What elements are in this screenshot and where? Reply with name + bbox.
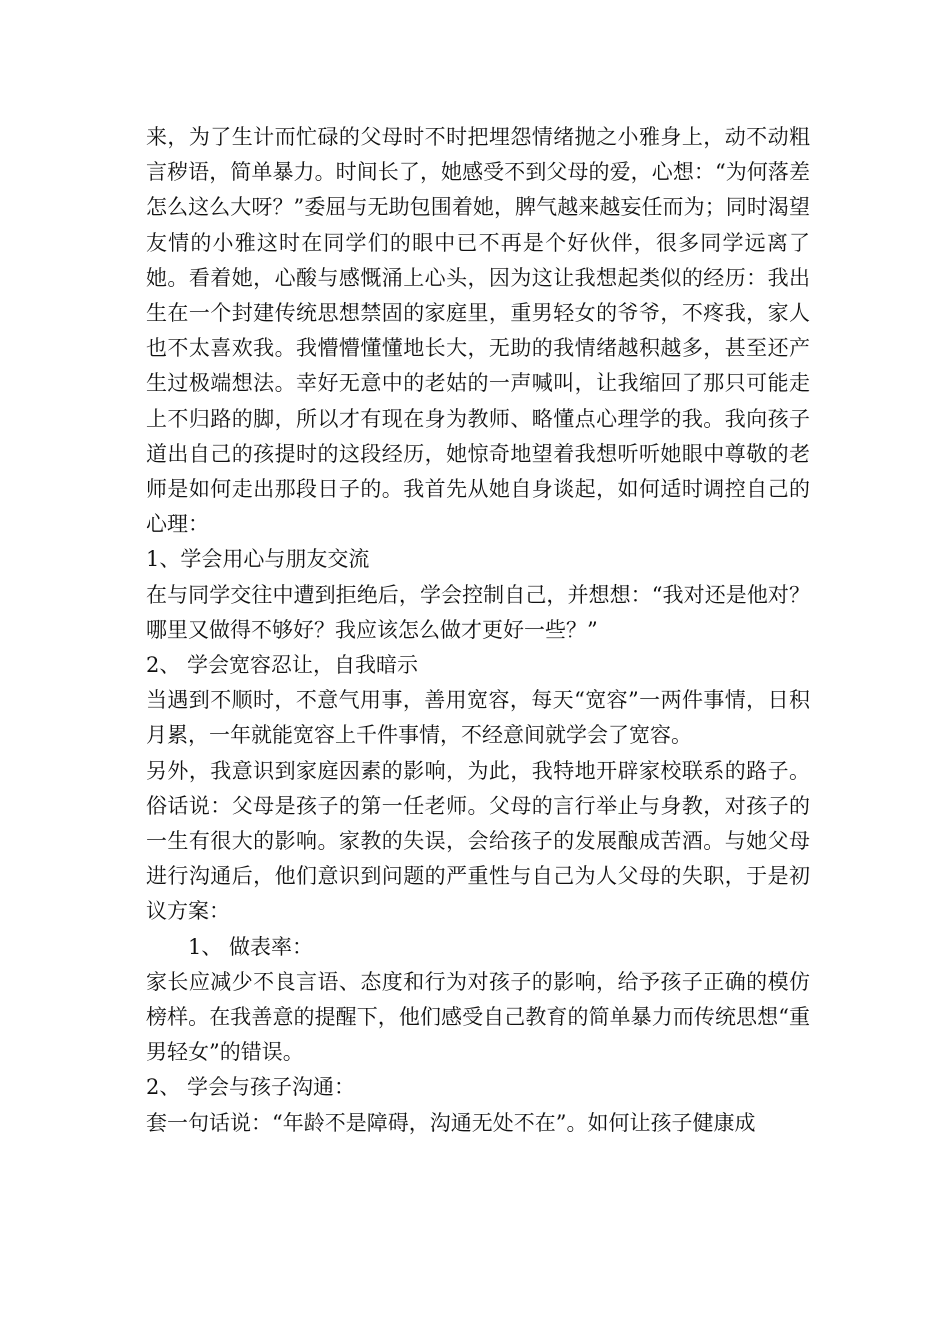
paragraph-story: 来，为了生计而忙碌的父母时不时把埋怨情绪抛之小雅身上，动不动粗言秽语，简单暴力。时间长了，她感受不到父母的爱，心想：“为何落差怎么这么大呀？”委屈与无助包围着她，脾气越来越妄任而为；同时渴望友情的小雅这时在同学们的眼中已不再是个好伙伴，很多同学远离了她。看着她，心酸与感慨涌上心头，因为这让我想起类似的经历：我出生在一个封建传统思想禁固的家庭里，重男轻女的爷爷，不疼我，家人也不太喜欢我。我懵懵懂懂地长大，无助的我情绪越积越多，甚至还产生过极端想法。幸好无意中的老姑的一声喊叫，让我缩回了那只可能走上不归路的脚，所以才有现在身为教师、略懂点心理学的我。我向孩子道出自己的孩提时的这段经历，她惊奇地望着我想听听她眼中尊敬的老师是如何走出那段日子的。我首先从她自身谈起，如何适时调控自己的心理： xyxy=(146,125,810,537)
heading-communicate-with-friends: 1、学会用心与朋友交流 xyxy=(146,547,370,572)
document-body xyxy=(146,120,810,1141)
heading-tolerance: 2、 学会宽容忍让，自我暗示 xyxy=(146,653,419,678)
paragraph-self-reflection: 在与同学交往中遭到拒绝后，学会控制自己，并想想：“我对还是他对？哪里又做得不够好？我应该怎么做才更好一些？” xyxy=(146,582,810,642)
paragraph-family-factors: 另外，我意识到家庭因素的影响，为此，我特地开辟家校联系的路子。俗话说：父母是孩子的第一任老师。父母的言行举止与身教，对孩子的一生有很大的影响。家教的失误，会给孩子的发展酿成苦酒。与她父母进行沟通后，他们意识到问题的严重性与自己为人父母的失职，于是初议方案： xyxy=(146,758,810,924)
heading-role-model: 1、 做表率： xyxy=(188,934,314,959)
heading-communicate-with-child: 2、 学会与孩子沟通： xyxy=(146,1075,356,1100)
paragraph-communication: 套一句话说：“年龄不是障碍，沟通无处不在”。如何让孩子健康成 xyxy=(146,1110,756,1135)
paragraph-role-model: 家长应减少不良言语、态度和行为对孩子的影响，给予孩子正确的模仿榜样。在我善意的提醒下，他们感受自己教育的简单暴力而传统思想“重男轻女”的错误。 xyxy=(146,969,810,1065)
paragraph-tolerance: 当遇到不顺时，不意气用事，善用宽容，每天“宽容”一两件事情，日积月累，一年就能宽容上千件事情，不经意间就学会了宽容。 xyxy=(146,688,810,748)
